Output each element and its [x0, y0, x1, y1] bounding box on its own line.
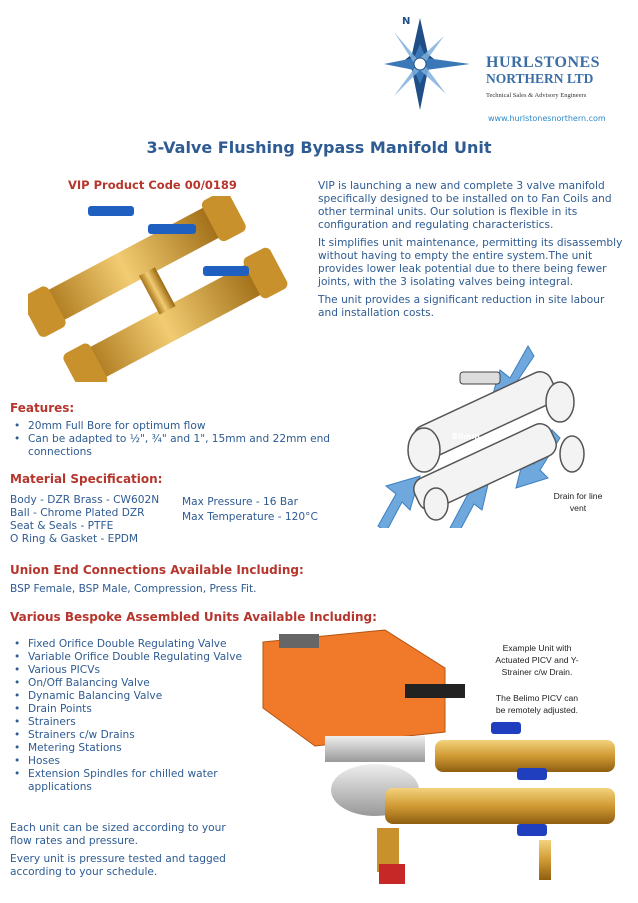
- list-item: • 20mm Full Bore for optimum flow: [10, 420, 350, 433]
- spec-line: Body - DZR Brass - CW602N: [10, 494, 160, 506]
- union-text: BSP Female, BSP Male, Compression, Press Fit.: [10, 583, 257, 595]
- intro-paragraph: It simplifies unit maintenance, permitting its disassembly without having to empty the entire system.The unit provides lower leak potential due to there being fewer joints, with the 3 isolating valves being integral.: [318, 237, 623, 288]
- list-item: • Fixed Orifice Double Regulating Valve: [10, 638, 245, 651]
- list-item: • Dynamic Balancing Valve: [10, 690, 245, 703]
- union-heading: Union End Connections Available Including:: [10, 563, 304, 577]
- intro-text: [318, 180, 624, 320]
- list-item: • Strainers: [10, 716, 245, 729]
- company-name-line2: NORTHERN LTD: [486, 71, 594, 86]
- spec-line: Seat & Seals - PTFE: [10, 520, 114, 532]
- manifold-flow-diagram: [350, 338, 630, 528]
- features-heading: Features:: [10, 401, 75, 415]
- sizing-paragraph: Every unit is pressure tested and tagged according to your schedule.: [10, 853, 226, 878]
- company-tagline: Technical Sales & Advisory Engineers: [486, 92, 587, 99]
- intro-paragraph: The unit provides a significant reduction in site labour and installation costs.: [318, 294, 605, 319]
- page-title: 3-Valve Flushing Bypass Manifold Unit: [146, 138, 492, 157]
- website-link[interactable]: www.hurlstonesnorthern.com: [488, 114, 606, 123]
- example-note-1: Example Unit with Actuated PICV and Y-Strainer c/w Drain.: [495, 643, 579, 677]
- list-item: • Various PICVs: [10, 664, 245, 677]
- bespoke-list: [10, 638, 245, 794]
- bore-label: 80mm: [452, 432, 480, 441]
- spec-line: O Ring & Gasket - EPDM: [10, 533, 139, 545]
- example-unit-photo: [255, 628, 625, 898]
- list-item: • Metering Stations: [10, 742, 245, 755]
- company-logo: [380, 14, 630, 126]
- list-item: • Hoses: [10, 755, 245, 768]
- company-name-line1: HURLSTONES: [486, 54, 601, 71]
- intro-paragraph: VIP is launching a new and complete 3 valve manifold specifically designed to be installed on to Fan Coils and other terminal units. Our solution is flexible in its configuration and regulating characteristics.: [318, 180, 612, 231]
- sizing-text: [10, 822, 250, 879]
- list-item: • Extension Spindles for chilled water applications: [10, 768, 245, 794]
- spec-line: Max Temperature - 120°C: [182, 511, 318, 523]
- list-item: • Variable Orifice Double Regulating Valve: [10, 651, 245, 664]
- bespoke-heading: Various Bespoke Assembled Units Available Including:: [10, 610, 377, 624]
- sizing-paragraph: Each unit can be sized according to your flow rates and pressure.: [10, 822, 226, 847]
- compass-star-icon: [380, 14, 500, 114]
- spec-line: Ball - Chrome Plated DZR: [10, 507, 145, 519]
- material-right: [182, 496, 318, 524]
- list-item: • Strainers c/w Drains: [10, 729, 245, 742]
- list-item: • Can be adapted to ½", ¾" and 1", 15mm and 22mm end connections: [10, 433, 350, 459]
- compass-letter: N: [402, 16, 411, 27]
- product-code: VIP Product Code 00/0189: [68, 178, 237, 192]
- material-heading: Material Specification:: [10, 472, 163, 486]
- spec-line: Max Pressure - 16 Bar: [182, 496, 299, 508]
- example-note-2: The Belimo PICV can be remotely adjusted.: [495, 693, 579, 715]
- list-item: • Drain Points: [10, 703, 245, 716]
- list-item: • On/Off Balancing Valve: [10, 677, 245, 690]
- drain-note: Drain for line vent: [553, 491, 603, 513]
- features-list: [10, 420, 350, 459]
- material-left: [10, 494, 159, 546]
- manifold-photo: [28, 196, 298, 382]
